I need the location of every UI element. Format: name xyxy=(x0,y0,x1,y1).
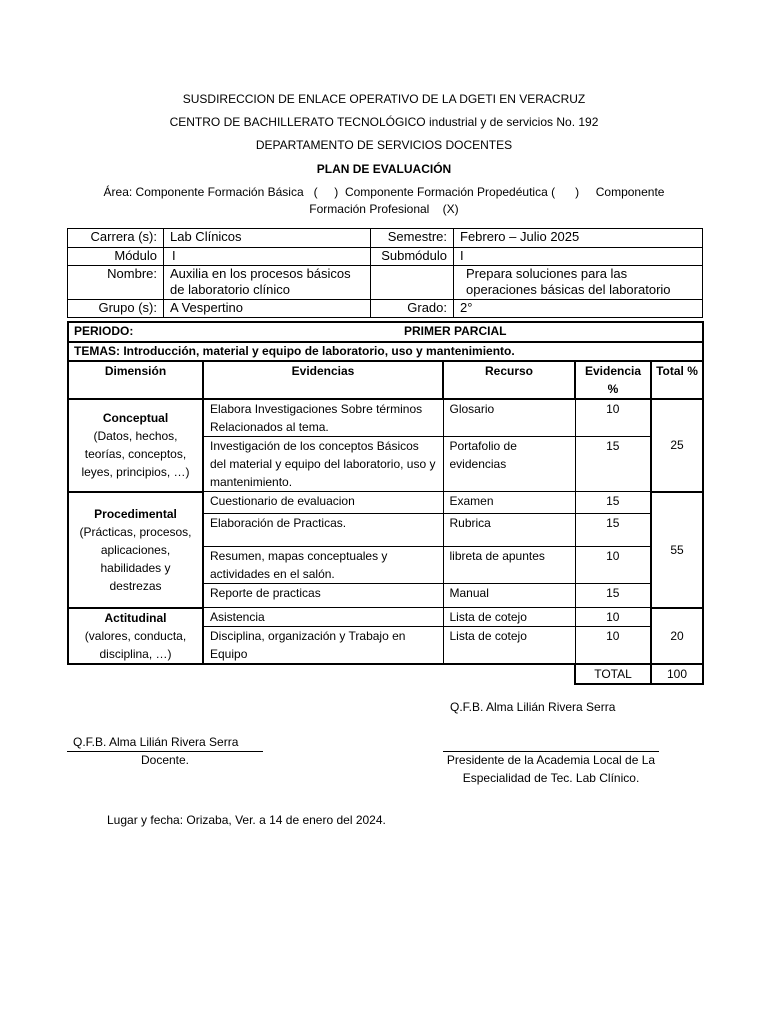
dimension-title: Procedimental xyxy=(94,506,177,521)
evidencia-cell: Asistencia xyxy=(203,608,443,627)
area-line-1: Área: Componente Formación Básica ( ) Componente Formación Propedéutica ( ) Componente xyxy=(103,185,665,199)
periodo-bar xyxy=(67,321,704,341)
pct-cell: 15 xyxy=(575,492,651,514)
recurso-cell: Manual xyxy=(443,584,575,608)
pct-cell: 10 xyxy=(575,608,651,627)
modulo-value: I xyxy=(164,248,371,266)
total-label: TOTAL xyxy=(575,664,651,684)
evidencia-cell: Elaboración de Practicas. xyxy=(203,514,443,547)
semestre-label: Semestre: xyxy=(371,229,454,248)
total-row xyxy=(68,664,703,684)
grado-value: 2° xyxy=(454,300,703,318)
grado-label: Grado: xyxy=(371,300,454,318)
evidencia-cell: Investigación de los conceptos Básicos del material y equipo del laboratorio, uso y mantenimiento. xyxy=(203,437,443,492)
header-evidencias: Evidencias xyxy=(203,361,443,399)
presidente-name: Q.F.B. Alma Lilián Rivera Serra xyxy=(450,700,616,714)
periodo-value: PRIMER PARCIAL xyxy=(404,324,507,338)
evidencia-cell: Elabora Investigaciones Sobre términos Relacionados al tema. xyxy=(203,399,443,437)
nombre-sub-value: Prepara soluciones para las operaciones básicas del laboratorio xyxy=(454,266,703,300)
temas-text: TEMAS: Introducción, material y equipo de laboratorio, uso y mantenimiento. xyxy=(74,344,515,358)
table-row xyxy=(68,492,703,514)
presidente-title: Presidente de la Academia Local de La Especialidad de Tec. Lab Clínico. xyxy=(446,753,656,785)
evidencia-cell: Reporte de practicas xyxy=(203,584,443,608)
info-table xyxy=(67,228,703,318)
area-line-2: Formación Profesional (X) xyxy=(309,202,459,216)
header-line-3: DEPARTAMENTO DE SERVICIOS DOCENTES xyxy=(255,138,513,152)
docente-name: Q.F.B. Alma Lilián Rivera Serra xyxy=(73,735,239,749)
header-line-2: CENTRO DE BACHILLERATO TECNOLÓGICO industrial y de servicios No. 192 xyxy=(169,115,599,129)
pct-cell: 15 xyxy=(575,437,651,492)
pct-cell: 10 xyxy=(575,547,651,584)
evaluation-table xyxy=(67,360,704,685)
pct-cell: 15 xyxy=(575,584,651,608)
dimension-conceptual xyxy=(68,399,203,492)
recurso-cell: Glosario xyxy=(443,399,575,437)
dimension-desc: (Datos, hechos, teorías, conceptos, leyes, principios, …) xyxy=(81,429,190,480)
dimension-title: Conceptual xyxy=(102,411,169,426)
recurso-cell: Examen xyxy=(443,492,575,514)
modulo-label: Módulo xyxy=(68,248,164,266)
total-actitudinal: 20 xyxy=(651,608,703,665)
semestre-value: Febrero – Julio 2025 xyxy=(454,229,703,248)
area-selection xyxy=(100,184,668,218)
pct-cell: 15 xyxy=(575,514,651,547)
dimension-actitudinal xyxy=(68,608,203,665)
lugar-fecha: Lugar y fecha: Orizaba, Ver. a 14 de enero del 2024. xyxy=(107,813,386,827)
evidencia-cell: Resumen, mapas conceptuales y actividades en el salón. xyxy=(203,547,443,584)
table-row xyxy=(68,399,703,437)
periodo-label: PERIODO: xyxy=(74,324,134,338)
header-evidencia-pct: Evidencia % xyxy=(575,361,651,399)
carrera-value: Lab Clínicos xyxy=(164,229,371,248)
recurso-cell: Portafolio de evidencias xyxy=(443,437,575,492)
dimension-title: Actitudinal xyxy=(104,610,167,625)
pct-cell: 10 xyxy=(575,399,651,437)
dimension-desc: (valores, conducta, disciplina, …) xyxy=(84,628,187,661)
dimension-procedimental xyxy=(68,492,203,608)
total-value: 100 xyxy=(651,664,703,684)
evidencia-cell: Cuestionario de evaluacion xyxy=(203,492,443,514)
grupo-label: Grupo (s): xyxy=(68,300,164,318)
dimension-desc: (Prácticas, procesos, aplicaciones, habilidades y destrezas xyxy=(79,524,192,593)
header-total-pct: Total % xyxy=(651,361,703,399)
carrera-label: Carrera (s): xyxy=(68,229,164,248)
total-conceptual: 25 xyxy=(651,399,703,492)
header-line-1: SUSDIRECCION DE ENLACE OPERATIVO DE LA DGETI EN VERACRUZ xyxy=(182,92,586,106)
table-row xyxy=(68,608,703,627)
nombre-spacer xyxy=(371,266,454,300)
nombre-label: Nombre: xyxy=(68,266,164,300)
document-title: PLAN DE EVALUACIÓN xyxy=(316,162,452,176)
header-dimension: Dimensión xyxy=(68,361,203,399)
submodulo-label: Submódulo xyxy=(371,248,454,266)
docente-title: Docente. xyxy=(140,753,190,767)
recurso-cell: Lista de cotejo xyxy=(443,627,575,665)
pct-cell: 10 xyxy=(575,627,651,665)
grupo-value: A Vespertino xyxy=(164,300,371,318)
total-procedimental: 55 xyxy=(651,492,703,608)
nombre-value: Auxilia en los procesos básicos de laboratorio clínico xyxy=(164,266,371,300)
recurso-cell: Rubrica xyxy=(443,514,575,547)
recurso-cell: Lista de cotejo xyxy=(443,608,575,627)
submodulo-value: I xyxy=(454,248,703,266)
total-spacer xyxy=(203,664,443,684)
recurso-cell: libreta de apuntes xyxy=(443,547,575,584)
header-recurso: Recurso xyxy=(443,361,575,399)
evidencia-cell: Disciplina, organización y Trabajo en Equipo xyxy=(203,627,443,665)
total-spacer xyxy=(443,664,575,684)
total-spacer xyxy=(68,664,203,684)
temas-bar xyxy=(67,341,704,361)
